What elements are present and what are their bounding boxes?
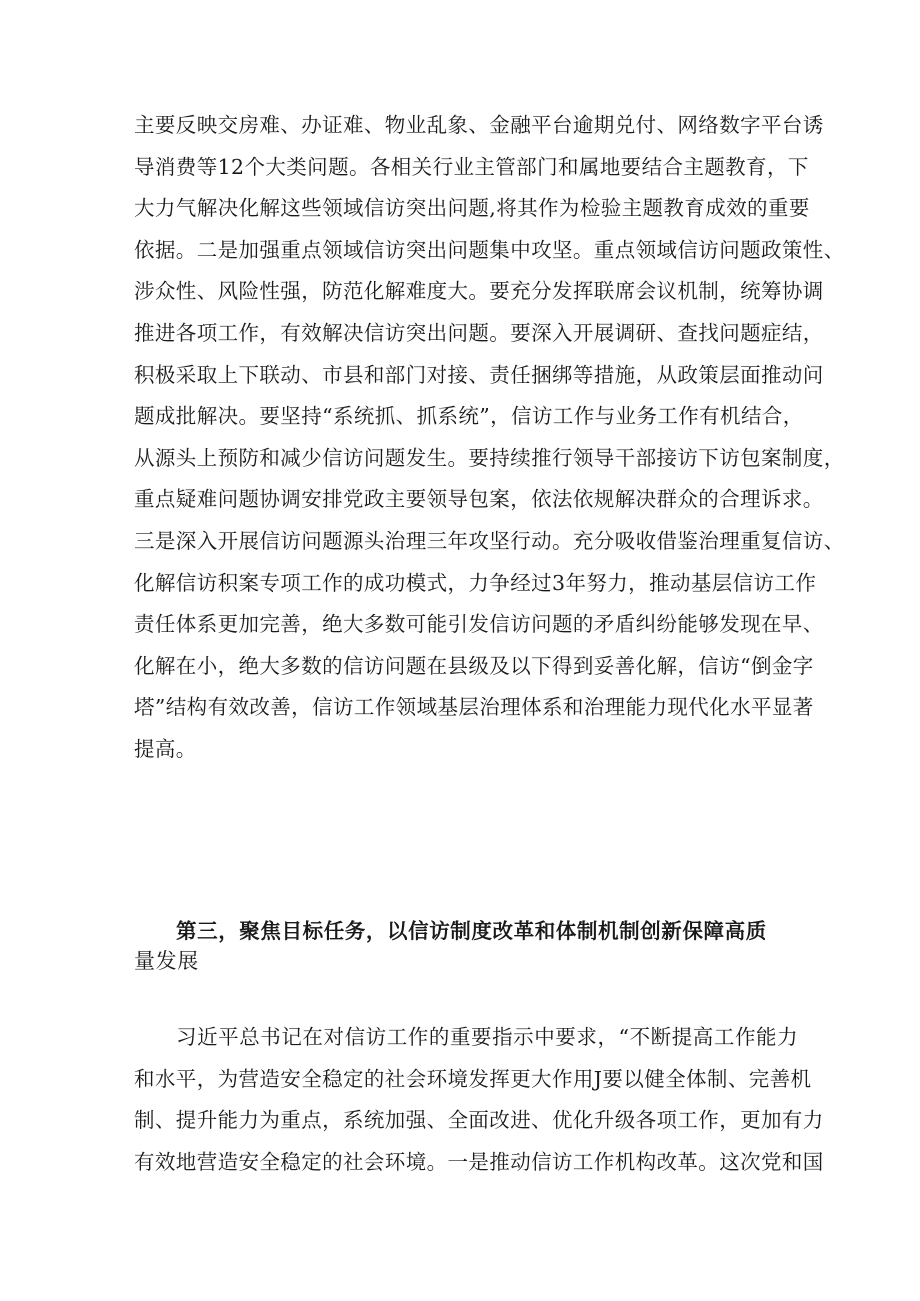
text-line: 提高。 (134, 736, 197, 761)
text-line: 题成批解决。要坚持“系统抓、抓系统”，信访工作与业务工作有机结合， (134, 404, 804, 429)
text-line: 重点疑难问题协调安排党政主要领导包案，依法依规解决群众的合理诉求。 (134, 487, 824, 512)
text-line: 和水平，为营造安全稳定的社会环境发挥更大作用J要以健全体制、完善机 (134, 1066, 812, 1091)
text-line: 大力气解决化解这些领域信访突出问题,将其作为检验主题教育成效的重要 (134, 196, 810, 221)
text-line: 从源头上预防和减少信访问题发生。要持续推行领导干部接访下访包案制度， (134, 445, 845, 470)
text-line: 导消费等12个大类问题。各相关行业主管部门和属地要结合主题教育，下 (134, 154, 809, 179)
text-line: 习近平总书记在对信访工作的重要指示中要求，“不断提高工作能力 (176, 1025, 798, 1049)
text-line: 化解在小，绝大多数的信访问题在县级及以下得到妥善化解，信访“倒金字 (134, 653, 814, 678)
text-line: 有效地营造安全稳定的社会环境。一是推动信访工作机构改革。这次党和国 (134, 1149, 824, 1174)
section-heading (134, 916, 798, 976)
text-line: 主要反映交房难、办证难、物业乱象、金融平台逾期兑付、网络数字平台诱 (134, 113, 824, 137)
heading-line: 量发展 (134, 949, 199, 973)
text-line: 推进各项工作，有效解决信访突出问题。要深入开展调研、查找问题症结， (134, 320, 824, 345)
text-line: 化解信访积案专项工作的成功模式，力争经过3年努力，推动基层信访工作 (134, 570, 817, 595)
text-line: 制、提升能力为重点，系统加强、全面改进、优化升级各项工作，更加有力 (134, 1108, 824, 1133)
text-line: 依据。二是加强重点领域信访突出问题集中攻坚。重点领域信访问题政策性、 (134, 237, 845, 262)
text-line: 三是深入开展信访问题源头治理三年攻坚行动。充分吸收借鉴治理重复信访、 (134, 528, 845, 553)
text-line: 责任体系更加完善，绝大多数可能引发信访问题的矛盾纠纷能够发现在早、 (134, 612, 824, 637)
body-paragraph-2 (134, 1017, 824, 1183)
text-line: 积极采取上下联动、市县和部门对接、责任捆绑等措施，从政策层面推动问 (134, 362, 824, 387)
text-line: 塔”结构有效改善，信访工作领域基层治理体系和治理能力现代化水平显著 (134, 695, 814, 720)
heading-line: 第三，聚焦目标任务，以信访制度改革和体制机制创新保障高质 (176, 919, 767, 943)
text-line: 涉众性、风险性强，防范化解难度大。要充分发挥联席会议机制，统筹协调 (134, 279, 824, 304)
body-paragraph-1 (134, 105, 845, 771)
